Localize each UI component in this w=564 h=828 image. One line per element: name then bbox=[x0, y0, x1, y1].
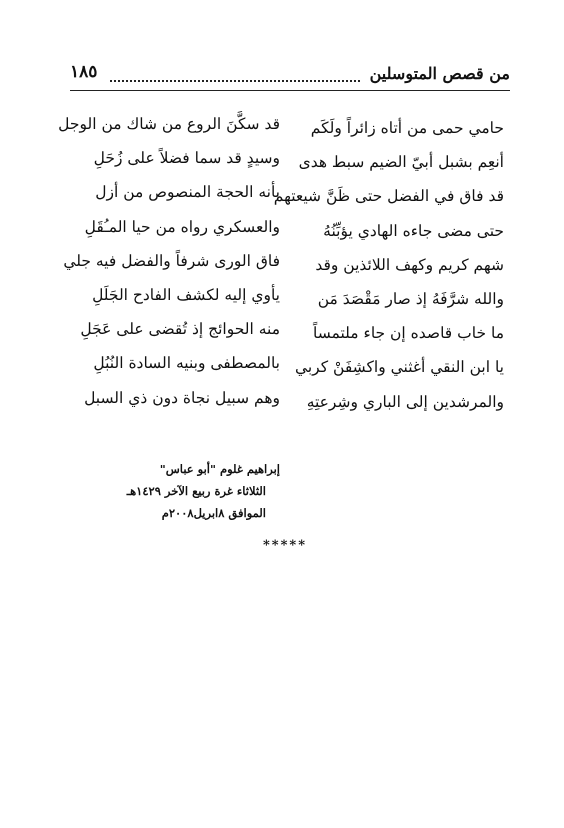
verse-hemistich: والله شرَّفَهُ إذ صار مَقْصَدَ مَن bbox=[317, 289, 504, 308]
verse-hemistich: فاق الورى شرفاً والفضل فيه جلي bbox=[63, 251, 280, 270]
verse-hemistich: أنعِم بشبل أبيّ الضيم سبط هدى bbox=[298, 153, 504, 172]
header-rule bbox=[70, 90, 510, 91]
verse-hemistich: والعسكري رواه من حيا المـُقَلِ bbox=[84, 217, 280, 236]
verse-hemistich: شهم كريم وكهف اللائذين وقد bbox=[315, 255, 504, 274]
header-title: من قصص المتوسلين bbox=[369, 64, 510, 83]
page-number: ١٨٥ bbox=[70, 62, 98, 82]
signature-block bbox=[60, 460, 280, 526]
poem-right-column bbox=[254, 118, 504, 426]
verse-hemistich: حامي حمى من أتاه زائراً ولَكَم bbox=[310, 119, 504, 137]
verse-hemistich: قد فاق في الفضل حتى ظَنَّ شيعتهم bbox=[273, 187, 504, 206]
author-name: إبراهيم غلوم "أبو عباس" bbox=[159, 462, 280, 476]
verse-hemistich: بأنه الحجة المنصوص من أزل bbox=[95, 183, 280, 202]
verse-hemistich: وسيدٍ قد سما فضلاً على زُحَلِ bbox=[93, 149, 280, 168]
poem-left-column bbox=[60, 114, 280, 422]
verse-hemistich: يا ابن النقي أغثني واكشِفَنْ كربي bbox=[294, 358, 504, 377]
gregorian-date: الموافق ٨ابريل٢٠٠٨م bbox=[161, 506, 266, 520]
hijri-date: الثلاثاء غرة ربيع الآخر ١٤٢٩هـ bbox=[126, 484, 266, 498]
verse-hemistich: قد سكَّنَ الروع من شاك من الوجل bbox=[58, 115, 280, 133]
verse-hemistich: وهم سبيل نجاة دون ذي السبل bbox=[84, 388, 280, 407]
section-separator: ***** bbox=[263, 538, 307, 553]
header-dot-leader bbox=[110, 80, 360, 82]
verse-hemistich: يأوي إليه لكشف الفادح الجَلَلِ bbox=[92, 285, 280, 304]
verse-hemistich: منه الحوائج إذ تُقضى على عَجَلِ bbox=[80, 320, 280, 339]
running-header bbox=[70, 56, 510, 92]
verse-hemistich: ما خاب قاصده إن جاء ملتمساً bbox=[312, 324, 504, 343]
verse-hemistich: والمرشدين إلى الباري وشِرعتِهِ bbox=[306, 392, 504, 411]
verse-hemistich: حتى مضى جاءه الهادي يؤبِّنُهُ bbox=[323, 221, 504, 240]
verse-hemistich: بالمصطفى وبنيه السادة النُبُلِ bbox=[93, 354, 280, 373]
